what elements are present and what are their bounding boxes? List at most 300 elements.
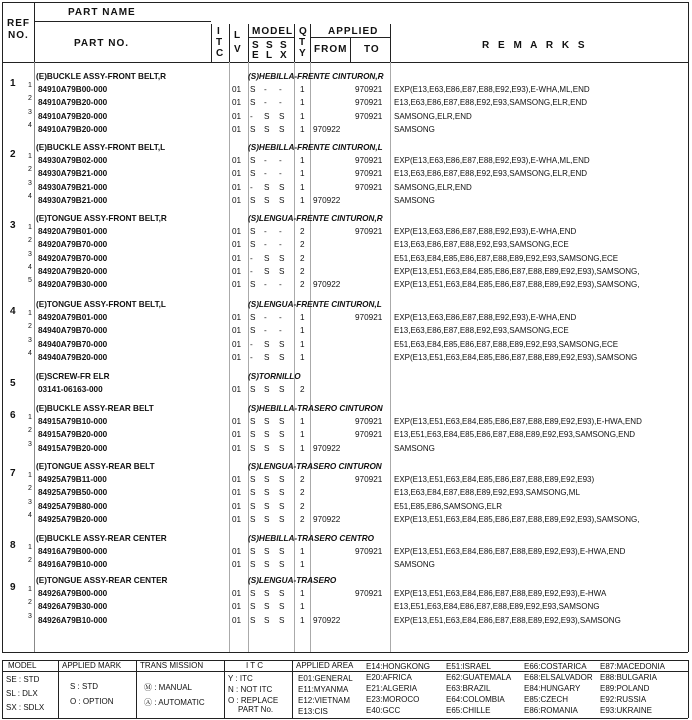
- applied-to: 970921: [355, 85, 383, 95]
- applied-from: 970922: [313, 443, 341, 453]
- model-sl: S: [264, 602, 270, 612]
- part-number: 84920A79B01-000: [38, 227, 108, 237]
- lv-value: 01: [232, 475, 242, 485]
- model-sl: S: [264, 547, 270, 557]
- header-qty-q: Q: [299, 26, 308, 37]
- remarks: E13,E63,E84,E87,E88,E89,E92,E93,SAMSONG,ML: [394, 488, 580, 498]
- part-number: 84930A79B02-000: [38, 156, 108, 166]
- header-model-se-s: S: [252, 40, 260, 51]
- remarks: EXP(E13,E63,E86,E87,E88,E92,E93),E-WHA,ML,END: [394, 85, 590, 95]
- model-sx: S: [279, 253, 285, 263]
- table-row[interactable]: [2, 194, 688, 207]
- model-sx: -: [279, 98, 282, 108]
- legend-area-item: E13:CIS: [298, 707, 328, 716]
- line-number: 1: [28, 224, 32, 232]
- applied-to: 970921: [355, 98, 383, 108]
- line-number: 3: [28, 108, 32, 116]
- group-name-row: [2, 212, 688, 225]
- part-number: 84926A79B30-000: [38, 602, 108, 612]
- model-se: -: [250, 111, 253, 121]
- group-name-row: [2, 370, 688, 383]
- legend-area-item: E23:MOROCO: [366, 695, 420, 704]
- legend-area-item: E65:CHILLE: [446, 706, 491, 715]
- part-name-english: (E)TONGUE ASSY-REAR CENTER: [36, 576, 168, 585]
- table-row[interactable]: [2, 252, 688, 265]
- legend-itc-o: O : REPLACE: [228, 696, 279, 705]
- lv-value: 01: [232, 385, 242, 395]
- lv-value: 01: [232, 156, 242, 166]
- model-sx: S: [279, 182, 285, 192]
- table-row[interactable]: [2, 181, 688, 194]
- header-no: NO.: [8, 30, 29, 41]
- model-sl: -: [264, 169, 267, 179]
- header-part-no: PART NO.: [74, 38, 130, 49]
- lv-value: 01: [232, 326, 242, 336]
- table-row[interactable]: [2, 96, 688, 109]
- legend-area-item: E66:COSTARICA: [524, 662, 587, 671]
- header-ref: REF: [7, 18, 30, 29]
- line-number: 2: [28, 237, 32, 245]
- quantity: 2: [300, 475, 305, 485]
- part-number: 84915A79B20-000: [38, 430, 108, 440]
- model-sl: -: [264, 156, 267, 166]
- lv-value: 01: [232, 514, 242, 524]
- quantity: 2: [300, 514, 305, 524]
- part-name-english: (E)BUCKLE ASSY-REAR CENTER: [36, 534, 167, 543]
- part-name-spanish: (S)TORNILLO: [248, 372, 301, 381]
- line-number: 4: [28, 192, 32, 200]
- model-sx: S: [279, 195, 285, 205]
- part-name-spanish: (S)HEBILLA-FRENTE CINTURON,L: [248, 143, 383, 152]
- lv-value: 01: [232, 280, 242, 289]
- col-line-partno: [211, 24, 212, 62]
- part-number: 84926A79B00-000: [38, 589, 108, 599]
- applied-from: 970922: [313, 195, 341, 205]
- remarks: E13,E63,E86,E87,E88,E92,E93,SAMSONG,ECE: [394, 240, 569, 250]
- remarks: EXP(E13,E51,E63,E84,E86,E87,E88,E89,E92,E93),E-HWA,END: [394, 547, 626, 557]
- quantity: 1: [300, 352, 305, 362]
- applied-from: 970922: [313, 124, 341, 134]
- model-sx: -: [279, 240, 282, 250]
- header-partname-divider: [34, 21, 211, 22]
- lv-value: 01: [232, 182, 242, 192]
- part-number: 84930A79B21-000: [38, 195, 108, 205]
- model-se: S: [250, 385, 256, 395]
- part-number: 84920A79B30-000: [38, 280, 108, 289]
- legend-trans-manual: Ⓜ : MANUAL: [144, 683, 193, 692]
- col-line-qty: [310, 24, 311, 62]
- header-qty-y: Y: [299, 48, 307, 59]
- line-number: 2: [28, 599, 32, 607]
- legend-itc-partno: PART No.: [238, 705, 274, 714]
- quantity: 1: [300, 111, 305, 121]
- legend-itc-n: N : NOT ITC: [228, 685, 273, 694]
- lv-value: 01: [232, 488, 242, 498]
- legend-area-item: E51:ISRAEL: [446, 662, 491, 671]
- remarks: E51,E63,E84,E85,E86,E87,E88,E89,E92,E93,SAMSONG,ECE: [394, 339, 619, 349]
- model-sx: -: [279, 280, 282, 289]
- legend-area-item: E20:AFRICA: [366, 673, 412, 682]
- parts-catalog-page: [2, 2, 688, 718]
- col-line-applied: [390, 24, 391, 62]
- legend-area-item: E63:BRAZIL: [446, 684, 491, 693]
- table-row[interactable]: [2, 415, 688, 428]
- model-sx: S: [279, 514, 285, 524]
- model-sx: S: [279, 560, 285, 570]
- header-model-sx-s: S: [280, 40, 288, 51]
- line-number: 1: [28, 310, 32, 318]
- lv-value: 01: [232, 417, 242, 427]
- model-sl: S: [264, 430, 270, 440]
- model-sx: S: [279, 615, 285, 625]
- part-number: 03141-06163-000: [38, 385, 103, 395]
- model-se: S: [250, 602, 256, 612]
- model-sl: S: [264, 560, 270, 570]
- table-row[interactable]: [2, 83, 688, 96]
- header-lv-v: V: [234, 44, 242, 55]
- model-sx: S: [279, 352, 285, 362]
- remarks: EXP(E13,E51,E63,E84,E85,E86,E87,E88,E89,E92,E93),SAMSONG: [394, 352, 638, 362]
- quantity: 1: [300, 547, 305, 557]
- quantity: 2: [300, 227, 305, 237]
- table-row[interactable]: [2, 154, 688, 167]
- legend-col-2: [136, 660, 137, 718]
- line-number: 3: [28, 179, 32, 187]
- remarks: EXP(E13,E51,E63,E84,E85,E86,E87,E88,E89,E92,E93),E-HWA,END: [394, 417, 642, 427]
- header-to: TO: [364, 44, 380, 55]
- part-number: 84916A79B10-000: [38, 560, 108, 570]
- line-number: 5: [28, 277, 32, 284]
- table-row[interactable]: [2, 167, 688, 180]
- header-part-name: PART NAME: [68, 7, 136, 18]
- model-se: S: [250, 85, 256, 95]
- table-row[interactable]: [2, 225, 688, 238]
- applied-to: 970921: [355, 589, 383, 599]
- quantity: 1: [300, 602, 305, 612]
- lv-value: 01: [232, 266, 242, 276]
- table-row[interactable]: [2, 428, 688, 441]
- remarks: SAMSONG: [394, 195, 435, 205]
- remarks: E51,E85,E86,SAMSONG,ELR: [394, 501, 503, 511]
- col-line-from: [350, 37, 351, 62]
- applied-from: 970922: [313, 280, 341, 289]
- ref-number: 5: [10, 378, 16, 389]
- applied-to: 970921: [355, 417, 383, 427]
- applied-to: 970921: [355, 430, 383, 440]
- model-se: S: [250, 475, 256, 485]
- lv-value: 01: [232, 443, 242, 453]
- quantity: 1: [300, 589, 305, 599]
- table-row[interactable]: [2, 513, 688, 526]
- quantity: 1: [300, 169, 305, 179]
- model-sl: -: [264, 85, 267, 95]
- model-sl: S: [264, 443, 270, 453]
- header-remarks: R E M A R K S: [482, 40, 588, 51]
- model-se: S: [250, 501, 256, 511]
- line-number: 2: [28, 95, 32, 103]
- table-row[interactable]: [2, 110, 688, 123]
- line-number: 3: [28, 498, 32, 506]
- header-lv-l: L: [234, 30, 242, 41]
- table-row[interactable]: [2, 486, 688, 499]
- line-number: 1: [28, 82, 32, 90]
- table-row[interactable]: [2, 473, 688, 486]
- legend-model-sl: SL : DLX: [6, 689, 38, 698]
- quantity: 1: [300, 430, 305, 440]
- model-se: -: [250, 266, 253, 276]
- model-sl: S: [264, 124, 270, 134]
- model-se: S: [250, 547, 256, 557]
- line-number: 2: [28, 323, 32, 331]
- header-bottom-line: [2, 62, 688, 63]
- table-row[interactable]: [2, 614, 688, 627]
- remarks: SAMSONG: [394, 124, 435, 134]
- applied-to: 970921: [355, 169, 383, 179]
- remarks: EXP(E13,E63,E86,E87,E88,E92,E93),E-WHA,END: [394, 227, 577, 237]
- applied-to: 970921: [355, 182, 383, 192]
- applied-to: 970921: [355, 156, 383, 166]
- model-se: S: [250, 169, 256, 179]
- part-name-english: (E)SCREW-FR ELR: [36, 372, 110, 381]
- model-se: S: [250, 560, 256, 570]
- legend-area-item: E89:POLAND: [600, 684, 650, 693]
- model-sl: S: [264, 266, 270, 276]
- model-sx: -: [279, 156, 282, 166]
- legend: [2, 660, 688, 718]
- table-row[interactable]: [2, 278, 688, 291]
- legend-area-item: E93:UKRAINE: [600, 706, 653, 715]
- model-se: S: [250, 417, 256, 427]
- group-name-row: [2, 70, 688, 83]
- col-line-itc: [229, 24, 230, 62]
- part-number: 84940A79B20-000: [38, 352, 108, 362]
- model-se: S: [250, 124, 256, 134]
- quantity: 2: [300, 385, 305, 395]
- part-number: 84926A79B10-000: [38, 615, 108, 625]
- remarks: EXP(E13,E51,E63,E84,E85,E86,E87,E88,E89,E92,E93),SAMSONG,: [394, 514, 640, 524]
- part-number: 84940A79B70-000: [38, 326, 108, 336]
- lv-value: 01: [232, 240, 242, 250]
- quantity: 1: [300, 98, 305, 108]
- model-se: S: [250, 326, 256, 336]
- table-row[interactable]: [2, 311, 688, 324]
- part-name-english: (E)BUCKLE ASSY-FRONT BELT,R: [36, 72, 167, 81]
- table-row[interactable]: [2, 123, 688, 136]
- part-name-spanish: (S)LENGUA-FRENTE CINTURON,L: [248, 300, 382, 309]
- table-row[interactable]: [2, 558, 688, 571]
- part-name-spanish: (S)HEBILLA-TRASERO CINTURON: [248, 404, 383, 413]
- header-model-sl-s: S: [266, 40, 274, 51]
- quantity: 2: [300, 280, 305, 289]
- quantity: 1: [300, 417, 305, 427]
- part-number: 84940A79B70-000: [38, 339, 108, 349]
- part-name-spanish: (S)LENGUA-TRASERO: [248, 576, 337, 585]
- model-sl: S: [264, 182, 270, 192]
- model-sl: S: [264, 111, 270, 121]
- ref-number: 4: [10, 306, 16, 317]
- model-sl: -: [264, 240, 267, 250]
- ref-number: 3: [10, 220, 16, 231]
- line-number: 4: [28, 349, 32, 357]
- legend-area-item: E14:HONGKONG: [366, 662, 431, 671]
- table-row[interactable]: [2, 500, 688, 513]
- legend-applied-area-title: APPLIED AREA: [296, 661, 354, 670]
- lv-value: 01: [232, 339, 242, 349]
- remarks: SAMSONG: [394, 443, 435, 453]
- quantity: 1: [300, 124, 305, 134]
- model-sl: -: [264, 313, 267, 323]
- legend-area-item: E40:GCC: [366, 706, 401, 715]
- quantity: 2: [300, 253, 305, 263]
- table-row[interactable]: [2, 238, 688, 251]
- legend-area-item: E11:MYANMA: [298, 685, 349, 694]
- legend-right-line: [688, 660, 689, 718]
- legend-area-item: E68:ELSALVADOR: [524, 673, 593, 682]
- quantity: 1: [300, 560, 305, 570]
- quantity: 1: [300, 85, 305, 95]
- ref-number: 9: [10, 582, 16, 593]
- ref-number: 8: [10, 540, 16, 551]
- quantity: 2: [300, 488, 305, 498]
- lv-value: 01: [232, 313, 242, 323]
- model-sl: S: [264, 615, 270, 625]
- part-number: 84920A79B70-000: [38, 240, 108, 250]
- line-number: 2: [28, 485, 32, 493]
- model-sx: S: [279, 602, 285, 612]
- header-model-sl-l: L: [266, 50, 274, 61]
- line-number: 3: [28, 612, 32, 620]
- lv-value: 01: [232, 547, 242, 557]
- model-se: S: [250, 589, 256, 599]
- legend-model-sx: SX : SDLX: [6, 703, 45, 712]
- quantity: 1: [300, 339, 305, 349]
- line-number: 2: [28, 166, 32, 174]
- part-name-spanish: (S)LENGUA-TRASERO CINTURON: [248, 462, 382, 471]
- part-number: 84920A79B70-000: [38, 253, 108, 263]
- legend-area-item: E85:CZECH: [524, 695, 569, 704]
- legend-area-item: E88:BULGARIA: [600, 673, 657, 682]
- part-name-english: (E)TONGUE ASSY-FRONT BELT,R: [36, 214, 167, 223]
- model-se: -: [250, 339, 253, 349]
- model-sx: -: [279, 227, 282, 237]
- legend-model-se: SE : STD: [6, 675, 40, 684]
- legend-applied-mark-title: APPLIED MARK: [62, 661, 122, 670]
- remarks: EXP(E13,E63,E86,E87,E88,E92,E93),E-WHA,END: [394, 313, 577, 323]
- model-se: -: [250, 253, 253, 263]
- legend-area-item: E84:HUNGARY: [524, 684, 581, 693]
- header-model: MODEL: [252, 26, 294, 37]
- lv-value: 01: [232, 98, 242, 108]
- lv-value: 01: [232, 560, 242, 570]
- header-qty-t: T: [299, 37, 307, 48]
- model-se: S: [250, 156, 256, 166]
- part-number: 84910A79B20-000: [38, 124, 108, 134]
- remarks: SAMSONG,ELR,END: [394, 111, 472, 121]
- applied-from: 970922: [313, 514, 341, 524]
- table-row[interactable]: [2, 265, 688, 278]
- lv-value: 01: [232, 501, 242, 511]
- part-name-english: (E)TONGUE ASSY-REAR BELT: [36, 462, 155, 471]
- model-sl: S: [264, 475, 270, 485]
- header-itc-t: T: [216, 37, 224, 48]
- model-sx: S: [279, 443, 285, 453]
- lv-value: 01: [232, 430, 242, 440]
- lv-value: 01: [232, 602, 242, 612]
- table-row[interactable]: [2, 351, 688, 364]
- quantity: 2: [300, 266, 305, 276]
- table-row[interactable]: [2, 587, 688, 600]
- model-sl: S: [264, 385, 270, 395]
- part-number: 84916A79B00-000: [38, 547, 108, 557]
- line-number: 3: [28, 336, 32, 344]
- table-row[interactable]: [2, 545, 688, 558]
- model-sl: -: [264, 227, 267, 237]
- col-line-lv: [248, 24, 249, 62]
- frame-right: [688, 2, 689, 652]
- model-sl: S: [264, 417, 270, 427]
- model-sl: S: [264, 514, 270, 524]
- table-row[interactable]: [2, 338, 688, 351]
- lv-value: 01: [232, 124, 242, 134]
- applied-to: 970921: [355, 227, 383, 237]
- model-sx: S: [279, 488, 285, 498]
- part-number: 84915A79B10-000: [38, 417, 108, 427]
- legend-bottom-line: [2, 718, 688, 719]
- model-sl: -: [264, 326, 267, 336]
- part-name-spanish: (S)LENGUA-FRENTE CINTURON,R: [248, 214, 383, 223]
- header-itc-c: C: [216, 48, 225, 59]
- legend-mark-std: S : STD: [70, 682, 99, 691]
- ref-number: 7: [10, 468, 16, 479]
- legend-area-item: E86:ROMANIA: [524, 706, 578, 715]
- line-number: 1: [28, 414, 32, 422]
- line-number: 2: [28, 427, 32, 435]
- model-se: S: [250, 615, 256, 625]
- lv-value: 01: [232, 253, 242, 263]
- model-se: S: [250, 514, 256, 524]
- lv-value: 01: [232, 589, 242, 599]
- part-number: 84920A79B01-000: [38, 313, 108, 323]
- remarks: SAMSONG: [394, 560, 435, 570]
- remarks: EXP(E13,E51,E63,E84,E86,E87,E88,E89,E92,E93),SAMSONG: [394, 615, 621, 625]
- quantity: 1: [300, 443, 305, 453]
- remarks: E51,E63,E84,E85,E86,E87,E88,E89,E92,E93,SAMSONG,ECE: [394, 253, 619, 263]
- applied-to: 970921: [355, 475, 383, 485]
- model-sx: S: [279, 475, 285, 485]
- table-row[interactable]: [2, 442, 688, 455]
- ref-number: 1: [10, 78, 16, 89]
- model-sl: -: [264, 98, 267, 108]
- model-se: S: [250, 195, 256, 205]
- header-model-sx-x: X: [280, 50, 288, 61]
- model-sl: S: [264, 253, 270, 263]
- line-number: 1: [28, 544, 32, 552]
- model-sl: S: [264, 195, 270, 205]
- model-sx: S: [279, 417, 285, 427]
- table-row[interactable]: [2, 600, 688, 613]
- table-row[interactable]: [2, 324, 688, 337]
- remarks: E13,E63,E86,E87,E88,E92,E93,SAMSONG,ECE: [394, 326, 569, 336]
- model-se: S: [250, 313, 256, 323]
- legend-trans-automatic: Ⓐ : AUTOMATIC: [144, 698, 205, 707]
- header-model-divider: [248, 37, 294, 38]
- table-row[interactable]: [2, 383, 688, 396]
- remarks: E13,E51,E63,E84,E86,E87,E88,E89,E92,E93,SAMSONG: [394, 602, 600, 612]
- model-sx: S: [279, 385, 285, 395]
- part-name-english: (E)TONGUE ASSY-FRONT BELT,L: [36, 300, 166, 309]
- lv-value: 01: [232, 615, 242, 625]
- legend-area-item: E64:COLOMBIA: [446, 695, 505, 704]
